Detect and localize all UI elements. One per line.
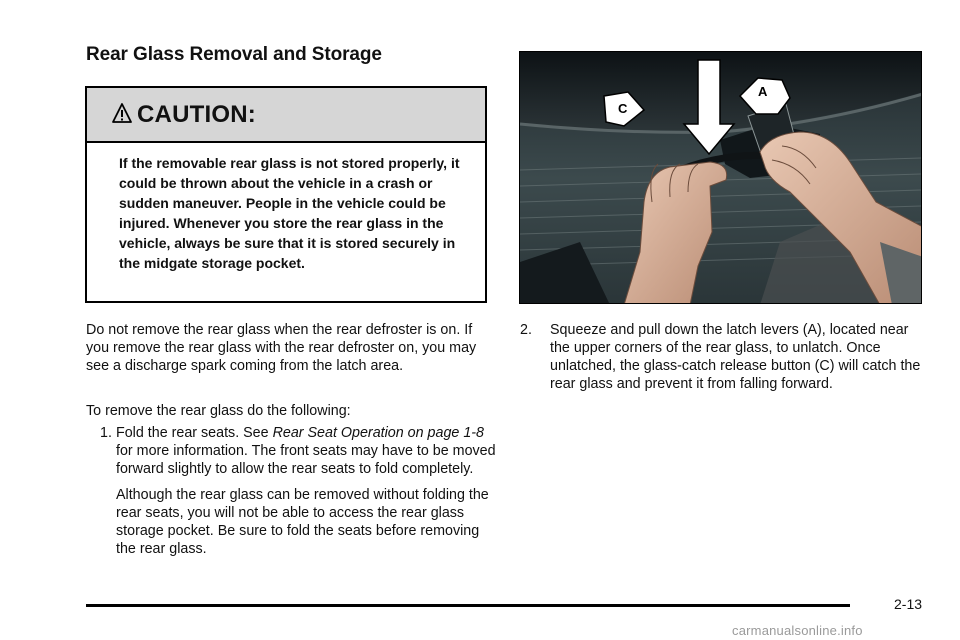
steps-intro-text: To remove the rear glass do the following: bbox=[86, 403, 351, 419]
caution-header bbox=[87, 88, 485, 143]
step-1-number: 1. bbox=[100, 425, 112, 441]
step-1-text bbox=[116, 424, 496, 478]
steps-intro-paragraph bbox=[86, 402, 496, 420]
intro-text: Do not remove the rear glass when the rear defroster is on. If you remove the rear glass with the rear defroster on, you may see a discharge spark coming from the latch area. bbox=[86, 322, 477, 374]
section-title: Rear Glass Removal and Storage bbox=[86, 44, 382, 65]
footer-rule bbox=[86, 604, 850, 607]
rear-glass-latch-illustration bbox=[520, 52, 922, 304]
step-1-text-before: Fold the rear seats. See bbox=[116, 425, 273, 441]
caution-title: CAUTION: bbox=[137, 100, 256, 128]
callout-c: C bbox=[618, 101, 628, 116]
watermark: carmanualsonline.info bbox=[732, 623, 863, 638]
step-2-text: Squeeze and pull down the latch levers (A), located near the upper corners of the rear glass, to unlatch. Once unlatched, the glass-catch release button (C) will catch the rear glass and prevent it from falling forward. bbox=[550, 322, 921, 392]
callout-a: A bbox=[758, 84, 768, 99]
step-1-note: Although the rear glass can be removed without folding the rear seats, you will not be able to access the rear glass storage pocket. Be sure to fold the seats before removing the rear glass. bbox=[116, 487, 489, 557]
step-1-text-after: for more information. The front seats may have to be moved forward slightly to allow the rear seats to fold completely. bbox=[116, 443, 496, 477]
step-2 bbox=[520, 321, 930, 393]
page-number: 2-13 bbox=[894, 596, 923, 612]
step-2-number: 2. bbox=[520, 322, 532, 338]
caution-box bbox=[85, 86, 487, 303]
intro-paragraph bbox=[86, 321, 496, 375]
rear-glass-latch-photo bbox=[519, 51, 922, 304]
caution-text: If the removable rear glass is not stored properly, it could be thrown about the vehicle in a crash or sudden maneuver. People in the vehicle could be injured. Whenever you store the rear glass in the vehicle, always be sure that it is stored securely in the midgate storage pocket. bbox=[119, 155, 460, 271]
step-1 bbox=[86, 424, 496, 558]
step-1-cross-reference[interactable]: Rear Seat Operation on page 1-8 bbox=[272, 425, 484, 441]
warning-triangle-icon bbox=[111, 101, 133, 125]
